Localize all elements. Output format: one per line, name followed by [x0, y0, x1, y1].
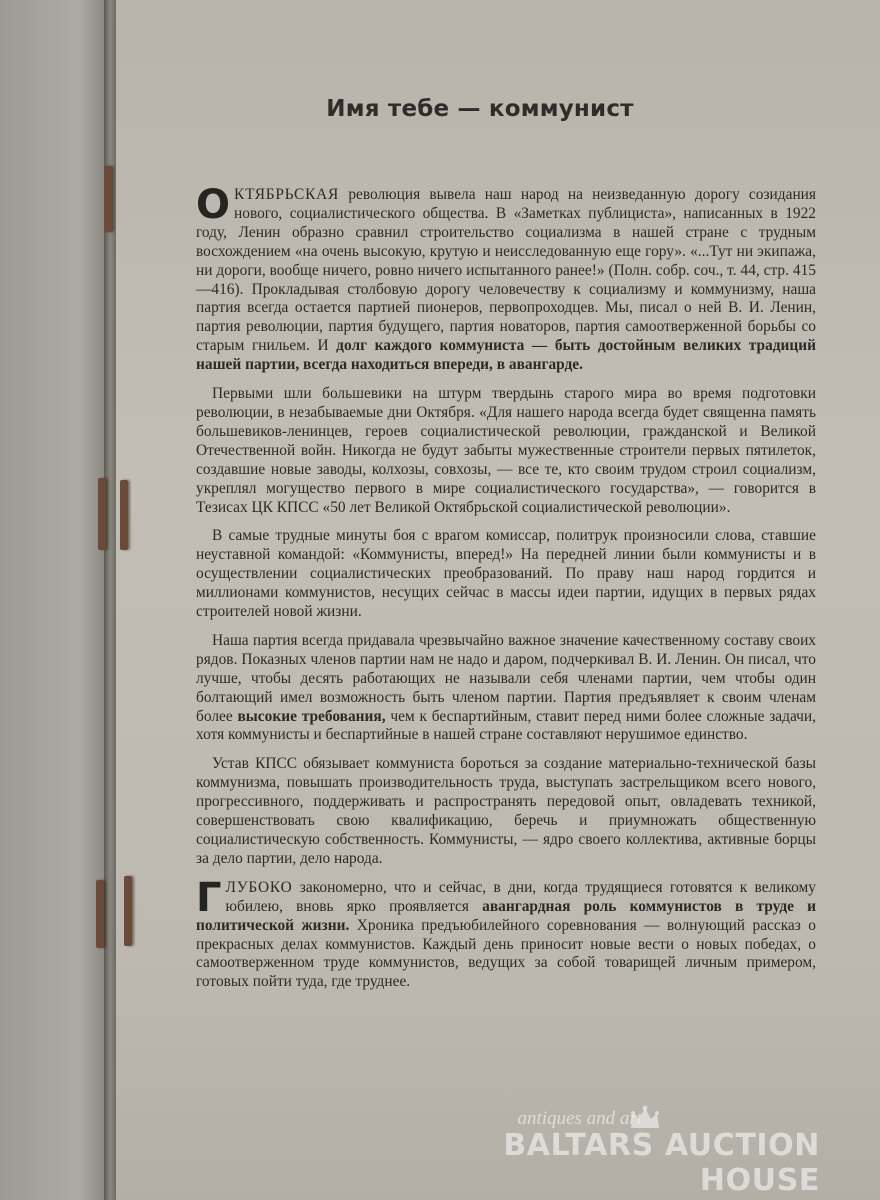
- watermark-brand: BALTARS AUCTION HOUSE: [503, 1128, 820, 1198]
- staple-bottom: [96, 880, 104, 948]
- paragraph-3: [196, 527, 816, 622]
- paragraph-text: революция вывела наш народ на неизведанную дорогу созидания нового, социалистического общества. В «Заметках публициста», написанных в 1922 году, Ленин образно сравнил строительство социализма в нашей стране с трудным восхождением «на очень высокую, крутую и неисследованную еще гору». «...Тут ни экипажа, ни дороги, вообще ничего, ровно ничего испытанного ранее!» (Полн. собр. соч., т. 44, стр. 415—416). Прокладывая столбовую дорогу человечеству к социализму и коммунизму, наша партия всегда остается партией пионеров, первопроходцев. Мы, писал о ней В. И. Ленин, партия революции, партия будущего, партия новаторов, партия самоотверженной борьбы со старым гнильем. И: [196, 186, 816, 355]
- paragraph-text: Наша партия всегда придавала чрезвычайно важное значение качественному составу своих рядов. Показных членов партии нам не надо и даром, подчеркивал В. И. Ленин. Он писал, что лучше, чтобы десять работающих не называли себя членами партии, чем чтобы один болтающий имел возможность быть членом партии. Партия предъявляет к своим членам более: [196, 631, 816, 725]
- watermark-tagline: antiques and art: [517, 1108, 642, 1129]
- emphasis-text: авангардная роль коммунистов в труде и политической жизни.: [196, 897, 816, 934]
- watermark: [400, 1108, 820, 1198]
- staple-middle-2: [120, 480, 128, 550]
- paragraph-6: [196, 874, 816, 992]
- paragraph-4: [196, 632, 816, 745]
- paragraph-text: В самые трудные минуты боя с врагом комиссар, политрук произносили слова, ставшие неуставной командой: «Коммунисты, вперед!» На передней линии были коммунисты и в осуществлении социалистических преобразований. По праву наш народ гордится и миллионами коммунистов, несущих сейчас в массы идеи партии, идущих в первых рядах строителей новой жизни.: [196, 527, 816, 621]
- staple-top: [104, 166, 112, 232]
- paragraph-text: Первыми шли большевики на штурм твердынь старого мира во время подготовки революции, в незабываемые дни Октября. «Для нашего народа всегда будет священна память большевиков-ленинцев, героев социалистической революции, гражданской и Великой Отечественной войн. Никогда не будут забыты мужественные строители первых пятилеток, создавшие новые заводы, колхозы, совхозы, — все те, кто своим трудом строил социализм, укреплял могущество первого в мире социалистического государства», — говорится в Тезисах ЦК КПСС «50 лет Великой Октябрьской социалистической революции».: [196, 385, 816, 516]
- paragraph-1: [196, 182, 816, 375]
- article-body: [196, 182, 816, 1002]
- paragraph-2: [196, 385, 816, 517]
- lead-word: ЛУБОКО: [225, 878, 293, 896]
- drop-cap-letter: О: [196, 182, 231, 228]
- staple-middle: [98, 478, 106, 550]
- paragraph-5: [196, 755, 816, 868]
- left-page: [0, 0, 112, 1200]
- paragraph-text: закономерно, что и сейчас, в дни, когда трудящиеся готовятся к великому юбилею, вновь ярко проявляется: [225, 878, 816, 915]
- paragraph-text: Устав КПСС обязывает коммуниста бороться за создание материально-технической базы коммунизма, повышать производительность труда, выступать застрельщиком всего нового, прогрессивного, поддерживать и распространять передовой опыт, овладевать техникой, совершенствовать свою квалификацию, беречь и приумножать общественную социалистическую собственность. Коммунисты, — ядро своего коллектива, активные борцы за дело партии, дело народа.: [196, 755, 816, 867]
- staple-bottom-2: [124, 876, 132, 946]
- drop-cap-letter: Г: [196, 874, 222, 921]
- paragraph-tail: чем к беспартийным, ставит перед ними более сложные задачи, хотя коммунисты и беспартийные в нашей стране составляют нерушимое единство.: [196, 707, 816, 744]
- page-title: Имя тебе — коммунист: [326, 96, 634, 122]
- emphasis-text: высокие требования,: [237, 707, 386, 725]
- paragraph-tail: Хроника предъюбилейного соревнования — волнующий рассказ о прекрасных делах коммунистов. Каждый день приносит новые вести о новых победах, о самоотверженном труде коммунистов, ведущих за собой товарищей личным примером, готовых пойти туда, где труднее.: [196, 916, 816, 991]
- emphasis-text: долг каждого коммуниста — быть достойным великих традиций нашей партии, всегда находиться впереди, в авангарде.: [196, 337, 816, 374]
- lead-word: КТЯБРЬСКАЯ: [234, 186, 340, 203]
